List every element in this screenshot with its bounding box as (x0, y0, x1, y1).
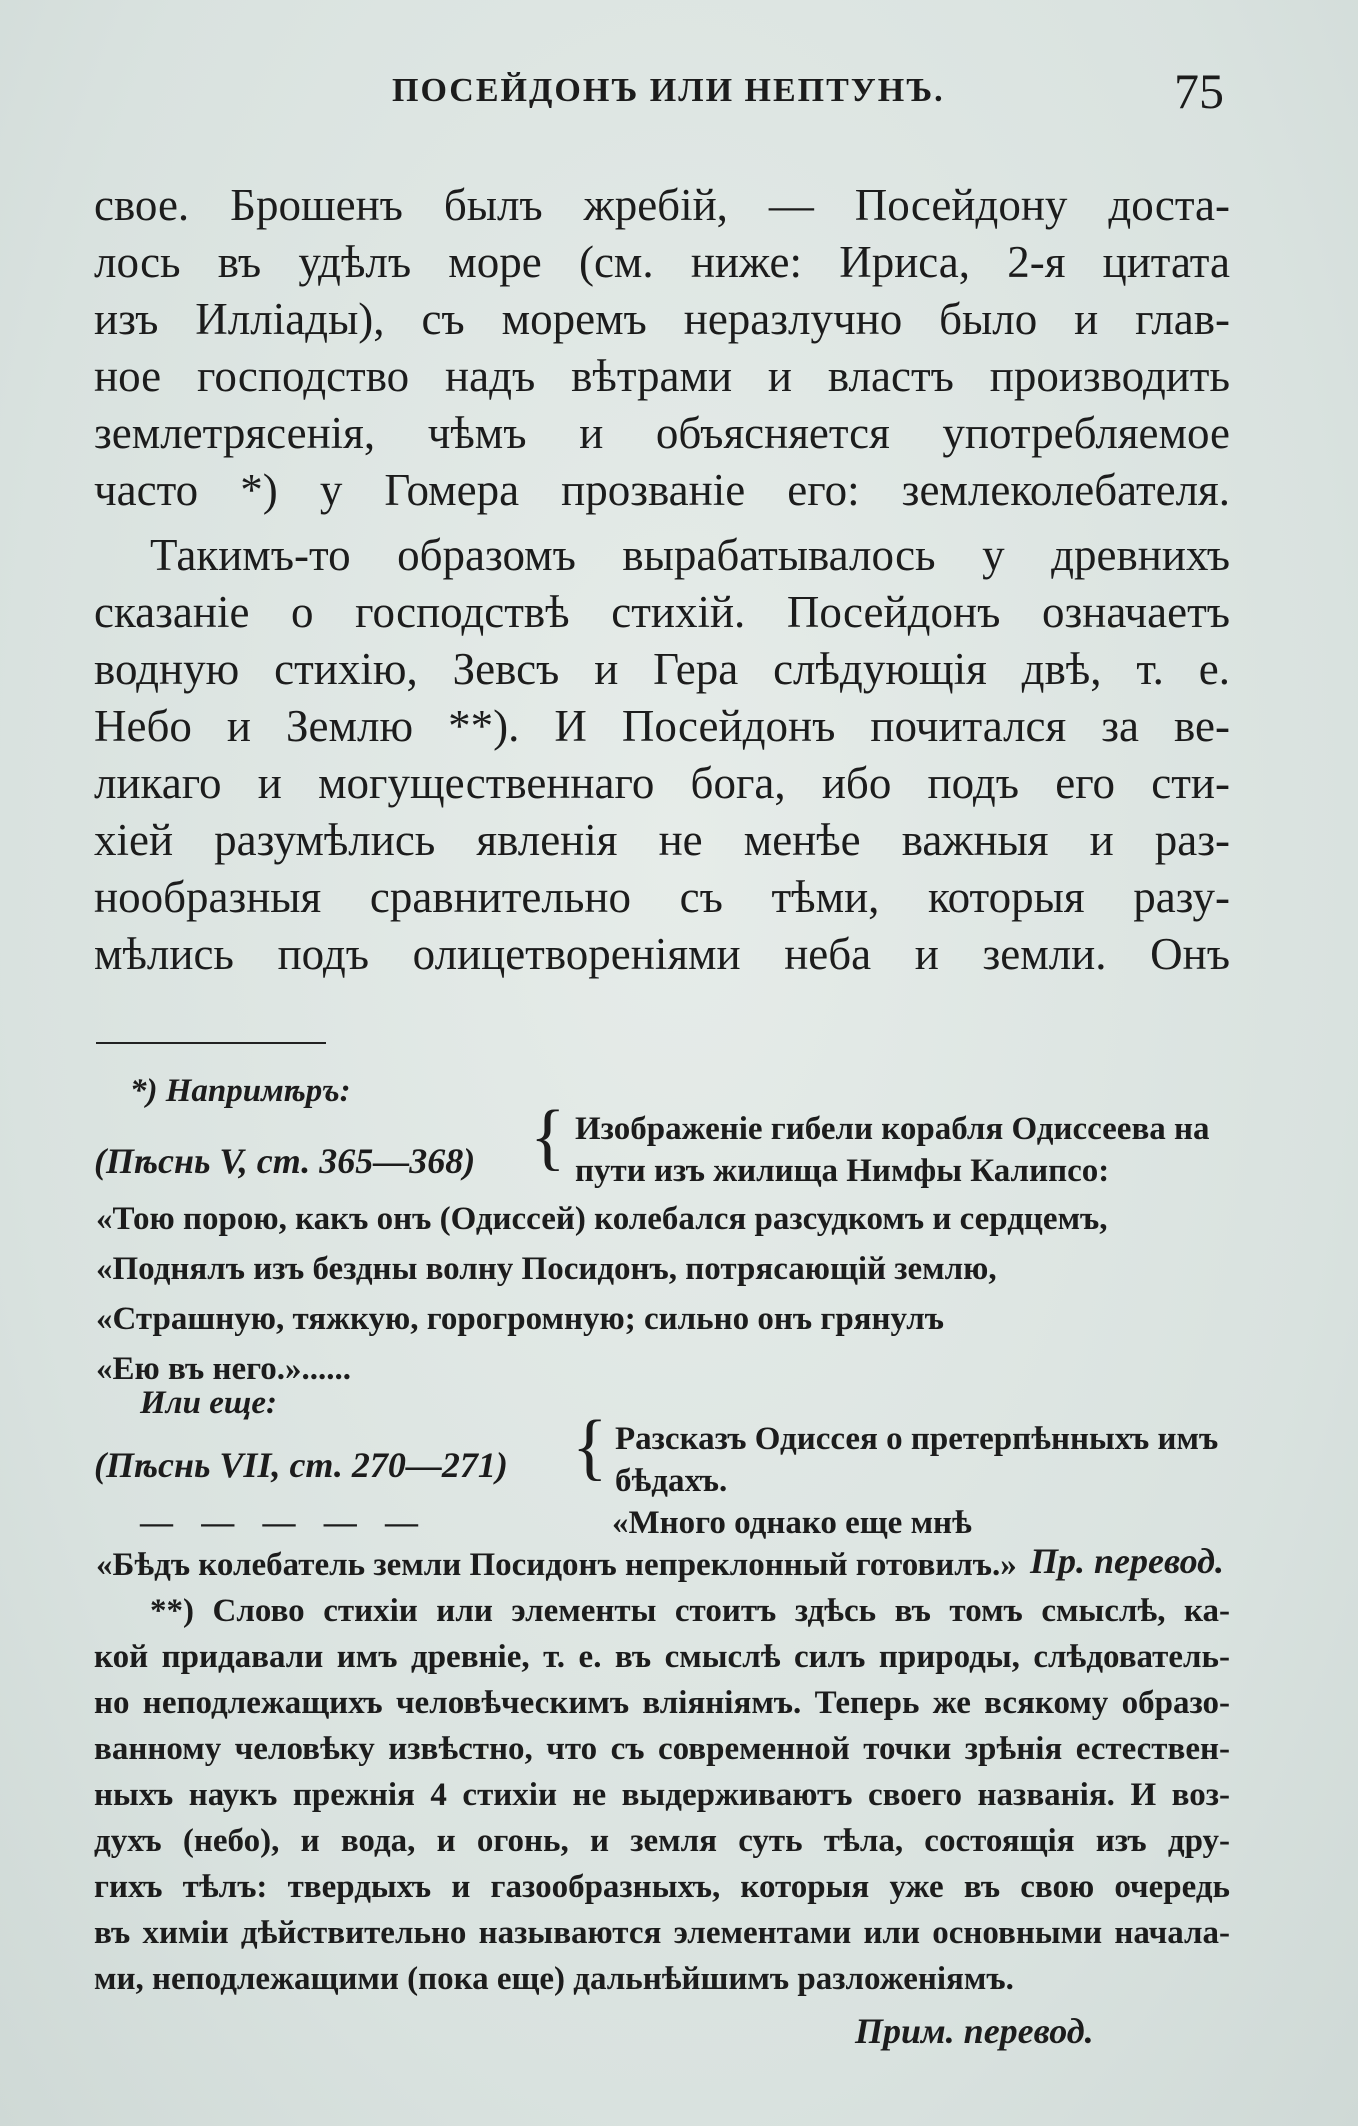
text-line: хіей разумѣлись явленія не менѣе важныя и раз- (94, 815, 1230, 865)
footnote-line: въ химіи дѣйствительно называются элементами или основными начала- (94, 1915, 1230, 1951)
page-number: 75 (1174, 63, 1224, 119)
footnote-line: духъ (небо), и вода, и огонь, и земля суть тѣла, состоящія изъ дру- (94, 1823, 1230, 1859)
quote-line: «Много однако еще мнѣ (612, 1505, 972, 1541)
quote-line: «Поднялъ изъ бездны волну Посидонъ, потрясающій землю, (96, 1251, 997, 1287)
footnote-line: **) Слово стихіи или элементы стоитъ здѣсь въ томъ смыслѣ, ка- (150, 1593, 1230, 1629)
reference: (Пѣснь V, ст. 365—368) (94, 1141, 476, 1181)
footnote-line: ванному человѣку извѣстно, что съ современной точки зрѣнія естествен- (94, 1731, 1230, 1767)
running-header: ПОСЕЙДОНЪ ИЛИ НЕПТУНЪ. (392, 72, 945, 109)
text-line: сказаніе о господствѣ стихій. Посейдонъ означаетъ (94, 587, 1230, 637)
reference-text: пути изъ жилища Нимфы Калипсо: (575, 1153, 1110, 1189)
brace-icon: { (530, 1096, 566, 1178)
text-line: ное господство надъ вѣтрами и властъ производить (94, 351, 1230, 401)
footnote-label: *) Напримѣръ: (130, 1073, 351, 1109)
text-line: Такимъ-то образомъ вырабатывалось у древнихъ (150, 530, 1230, 580)
translator-note: Прим. перевод. (855, 2011, 1094, 2051)
text-line: изъ Илліады), съ моремъ неразлучно было и глав- (94, 294, 1230, 344)
text-line: водную стихію, Зевсъ и Гера слѣдующія двѣ, т. е. (94, 644, 1230, 694)
omission-dashes: — — — — — (140, 1505, 428, 1541)
reference: (Пѣснь VII, ст. 270—271) (94, 1445, 508, 1485)
or-label: Или еще: (140, 1385, 277, 1421)
text-line: ликаго и могущественнаго бога, ибо подъ его сти- (94, 758, 1230, 808)
text-line: свое. Брошенъ былъ жребій, — Посейдону доста- (94, 180, 1230, 230)
footnote-line: кой придавали имъ древніе, т. е. въ смыслѣ силъ природы, слѣдователь- (94, 1639, 1230, 1675)
reference-text: Разсказъ Одиссея о претерпѣнныхъ имъ (615, 1421, 1219, 1457)
text-line: нообразныя сравнительно съ тѣми, которыя разу- (94, 872, 1230, 922)
quote-line: «Бѣдъ колебатель земли Посидонъ непреклонный готовилъ.» (96, 1547, 1017, 1583)
text-line: часто *) у Гомера прозваніе его: землеколебателя. (94, 465, 1230, 515)
text-line: землетрясенія, чѣмъ и объясняется употребляемое (94, 408, 1230, 458)
reference-text: бѣдахъ. (615, 1463, 728, 1499)
text-line: Небо и Землю **). И Посейдонъ почитался за ве- (94, 701, 1230, 751)
translator-note: Пр. перевод. (1030, 1541, 1224, 1581)
footnote-line: гихъ тѣлъ: твердыхъ и газообразныхъ, которыя уже въ свою очередь (94, 1869, 1230, 1905)
text-line: мѣлись подъ олицетвореніями неба и земли. Онъ (94, 929, 1230, 979)
footnote-line: ныхъ наукъ прежнія 4 стихіи не выдерживаютъ своего названія. И воз- (94, 1777, 1230, 1813)
quote-line: «Тою порою, какъ онъ (Одиссей) колебался разсудкомъ и сердцемъ, (96, 1201, 1108, 1237)
brace-icon: { (572, 1406, 608, 1488)
footnote-rule (96, 1042, 326, 1044)
quote-line: «Ею въ него.»...... (96, 1351, 352, 1387)
text-line: лось въ удѣлъ море (см. ниже: Ириса, 2-я цитата (94, 237, 1230, 287)
footnote-line: но неподлежащихъ человѣческимъ вліяніямъ. Теперь же всякому образо- (94, 1685, 1230, 1721)
reference-text: Изображеніе гибели корабля Одиссеева на (575, 1111, 1210, 1147)
footnote-line: ми, неподлежащими (пока еще) дальнѣйшимъ разложеніямъ. (94, 1961, 1014, 1997)
quote-line: «Страшную, тяжкую, горогромную; сильно онъ грянулъ (96, 1301, 944, 1337)
